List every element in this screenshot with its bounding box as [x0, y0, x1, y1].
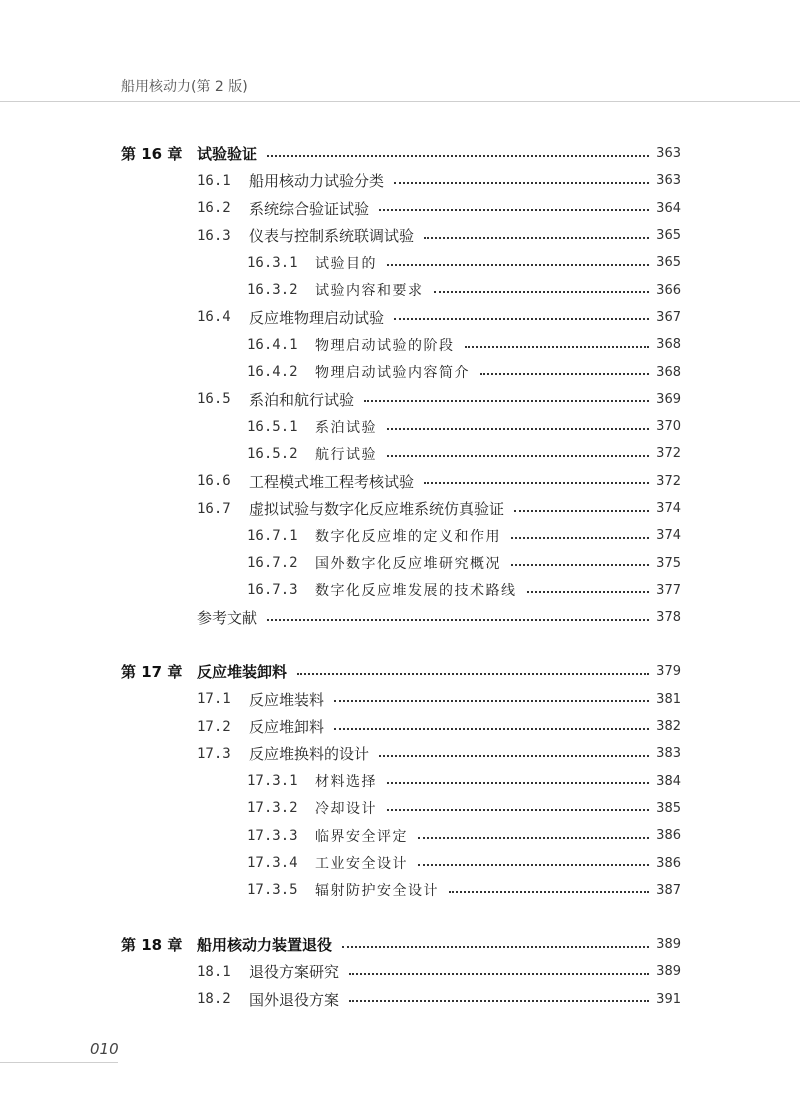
toc-leader-dots	[387, 809, 649, 811]
toc-entry-sub[interactable]	[121, 549, 681, 576]
toc-leader-dots	[514, 510, 649, 512]
toc-entry-ref[interactable]	[121, 604, 681, 631]
toc-entry-number: 16.7.1	[247, 527, 298, 544]
toc-leader-dots	[364, 400, 649, 402]
toc-entry-sec[interactable]	[121, 986, 681, 1013]
toc-entry-page: 383	[656, 746, 681, 762]
footer-rule	[0, 1062, 118, 1063]
toc-entry-title: 系泊和航行试验	[249, 390, 355, 409]
toc-entry-number: 16.4.1	[247, 336, 298, 353]
toc-entry-number: 17.3.1	[247, 773, 298, 790]
toc-entry-page: 382	[656, 719, 681, 735]
running-header-title: 船用核动力(第 2 版)	[121, 79, 248, 95]
toc-entry-title: 数字化反应堆的定义和作用	[315, 528, 501, 545]
toc-entry-page: 387	[656, 882, 681, 898]
toc-entry-chap[interactable]	[121, 140, 681, 167]
toc-leader-dots	[349, 973, 649, 975]
toc-leader-dots	[334, 728, 649, 730]
toc-entry-page: 363	[656, 146, 681, 162]
page-number: 010	[90, 1040, 119, 1058]
toc-entry-number: 17.2	[197, 718, 231, 735]
toc-entry-page: 365	[656, 255, 681, 271]
toc-entry-page: 368	[656, 364, 681, 380]
toc-entry-title: 退役方案研究	[249, 963, 340, 982]
toc-entry-title: 临界安全评定	[315, 828, 408, 845]
toc-entry-title: 反应堆物理启动试验	[249, 308, 385, 327]
toc-entry-sec[interactable]	[121, 222, 681, 249]
toc-entry-sec[interactable]	[121, 713, 681, 740]
toc-entry-number: 16.1	[197, 172, 231, 189]
toc-entry-title: 试验目的	[315, 255, 377, 272]
toc-entry-page: 365	[656, 228, 681, 244]
toc-entry-title: 船用核动力装置退役	[197, 936, 333, 955]
toc-entry-page: 374	[656, 501, 681, 516]
toc-entry-page: 384	[656, 773, 681, 789]
toc-entry-page: 375	[656, 555, 681, 571]
toc-entry-number: 16.3.2	[247, 282, 298, 299]
toc-entry-number: 第 16 章	[121, 145, 183, 164]
toc-leader-dots	[387, 428, 649, 430]
toc-entry-title: 仪表与控制系统联调试验	[249, 227, 415, 246]
toc-entry-title: 试验验证	[197, 145, 258, 164]
header-rule	[0, 101, 800, 102]
toc-entry-page: 372	[656, 473, 681, 489]
toc-leader-dots	[434, 291, 650, 293]
toc-entry-page: 370	[656, 419, 681, 435]
toc-leader-dots	[297, 673, 649, 675]
toc-entry-page: 374	[656, 528, 681, 544]
toc-entry-title: 辐射防护安全设计	[315, 883, 439, 900]
toc-entry-sec[interactable]	[121, 740, 681, 767]
toc-entry-number: 16.2	[197, 200, 231, 217]
toc-leader-dots	[424, 482, 649, 484]
toc-entry-sec[interactable]	[121, 304, 681, 331]
toc-entry-title: 数字化反应堆发展的技术路线	[315, 583, 517, 600]
toc-entry-page: 368	[656, 337, 681, 353]
toc-entry-title: 系泊试验	[315, 419, 377, 436]
toc-entry-sub[interactable]	[121, 822, 681, 849]
toc-entry-page: 367	[656, 309, 681, 325]
toc-leader-dots	[418, 864, 649, 866]
toc-entry-sub[interactable]	[121, 522, 681, 549]
toc-entry-number: 16.7.3	[247, 582, 298, 599]
toc-entry-number: 16.5	[197, 391, 231, 408]
toc-entry-title: 试验内容和要求	[315, 283, 424, 300]
toc-entry-number: 第 17 章	[121, 663, 183, 682]
toc-entry-page: 391	[656, 991, 681, 1007]
toc-entry-number: 16.4.2	[247, 364, 298, 381]
toc-leader-dots	[424, 237, 649, 239]
toc-entry-sub[interactable]	[121, 413, 681, 440]
toc-leader-dots	[379, 755, 649, 757]
toc-entry-page: 379	[656, 664, 681, 680]
toc-leader-dots	[418, 837, 649, 839]
toc-leader-dots	[349, 1000, 649, 1002]
toc-entry-page: 363	[656, 173, 681, 189]
toc-entry-chap[interactable]	[121, 931, 681, 958]
toc-entry-number: 16.5.1	[247, 418, 298, 435]
toc-entry-sub[interactable]	[121, 276, 681, 303]
toc-entry-title: 物理启动试验内容简介	[315, 365, 470, 382]
toc-leader-dots	[394, 318, 649, 320]
toc-entry-sec[interactable]	[121, 386, 681, 413]
toc-entry-page: 377	[656, 582, 681, 598]
toc-entry-number: 17.1	[197, 691, 231, 708]
toc-entry-title: 反应堆装料	[249, 690, 325, 709]
toc-entry-title: 国外退役方案	[249, 990, 340, 1009]
toc-entry-number: 第 18 章	[121, 936, 183, 955]
toc-entry-title: 冷却设计	[315, 801, 377, 818]
table-of-contents	[121, 140, 681, 1013]
toc-entry-page: 386	[656, 855, 681, 871]
toc-entry-page: 386	[656, 828, 681, 844]
toc-entry-sub[interactable]	[121, 877, 681, 904]
toc-entry-number: 18.2	[197, 991, 231, 1008]
toc-entry-page: 389	[656, 964, 681, 980]
toc-leader-dots	[465, 346, 650, 348]
toc-entry-sub[interactable]	[121, 768, 681, 795]
toc-entry-page: 369	[656, 391, 681, 407]
toc-entry-number: 17.3.4	[247, 855, 298, 872]
toc-entry-sec[interactable]	[121, 468, 681, 495]
toc-entry-title: 反应堆卸料	[249, 718, 325, 737]
toc-entry-title: 国外数字化反应堆研究概况	[315, 556, 501, 573]
toc-entry-number: 17.3.5	[247, 882, 298, 899]
toc-entry-page: 385	[656, 800, 681, 816]
toc-leader-dots	[449, 891, 649, 893]
toc-entry-number: 16.7.2	[247, 555, 298, 572]
toc-entry-sub[interactable]	[121, 577, 681, 604]
toc-entry-title: 航行试验	[315, 446, 377, 463]
toc-leader-dots	[511, 537, 649, 539]
toc-entry-sec[interactable]	[121, 167, 681, 194]
toc-entry-chap[interactable]	[121, 658, 681, 685]
toc-entry-title: 反应堆换料的设计	[249, 745, 370, 764]
toc-entry-title: 参考文献	[197, 609, 258, 628]
toc-entry-number: 16.4	[197, 309, 231, 326]
toc-entry-sec[interactable]	[121, 686, 681, 713]
toc-entry-sub[interactable]	[121, 331, 681, 358]
toc-entry-sub[interactable]	[121, 440, 681, 467]
toc-entry-number: 17.3.3	[247, 827, 298, 844]
toc-entry-title: 材料选择	[315, 774, 377, 791]
toc-entry-page: 372	[656, 446, 681, 462]
toc-entry-number: 16.3.1	[247, 254, 298, 271]
toc-entry-sub[interactable]	[121, 358, 681, 385]
toc-leader-dots	[527, 591, 650, 593]
toc-entry-number: 16.6	[197, 473, 231, 490]
toc-leader-dots	[387, 455, 649, 457]
toc-entry-sub[interactable]	[121, 795, 681, 822]
toc-entry-title: 工程模式堆工程考核试验	[249, 472, 415, 491]
toc-entry-title: 工业安全设计	[315, 856, 408, 873]
toc-leader-dots	[511, 564, 649, 566]
toc-spacer	[121, 904, 681, 931]
toc-entry-page: 366	[656, 282, 681, 298]
toc-leader-dots	[334, 700, 649, 702]
toc-entry-number: 17.3	[197, 745, 231, 762]
toc-leader-dots	[267, 155, 649, 157]
toc-entry-page: 381	[656, 691, 681, 707]
toc-entry-title: 物理启动试验的阶段	[315, 337, 455, 354]
toc-entry-number: 17.3.2	[247, 800, 298, 817]
toc-entry-number: 16.5.2	[247, 445, 298, 462]
toc-entry-title: 系统综合验证试验	[249, 199, 370, 218]
toc-entry-page: 364	[656, 200, 681, 216]
toc-leader-dots	[387, 264, 649, 266]
toc-entry-page: 389	[656, 937, 681, 953]
toc-entry-sub[interactable]	[121, 249, 681, 276]
toc-entry-sec[interactable]	[121, 958, 681, 985]
toc-entry-page: 378	[656, 610, 681, 626]
toc-entry-sec[interactable]	[121, 195, 681, 222]
toc-spacer	[121, 631, 681, 658]
toc-entry-title: 反应堆装卸料	[197, 663, 288, 682]
toc-entry-sub[interactable]	[121, 849, 681, 876]
toc-entry-sec[interactable]	[121, 495, 681, 522]
toc-leader-dots	[480, 373, 649, 375]
toc-leader-dots	[394, 182, 649, 184]
toc-entry-title: 虚拟试验与数字化反应堆系统仿真验证	[249, 500, 505, 518]
toc-leader-dots	[379, 209, 649, 211]
toc-entry-number: 18.1	[197, 963, 231, 980]
toc-entry-number: 16.7	[197, 500, 231, 517]
toc-leader-dots	[342, 946, 649, 948]
toc-leader-dots	[387, 782, 649, 784]
toc-entry-title: 船用核动力试验分类	[249, 172, 385, 191]
toc-leader-dots	[267, 619, 649, 621]
toc-entry-number: 16.3	[197, 227, 231, 244]
